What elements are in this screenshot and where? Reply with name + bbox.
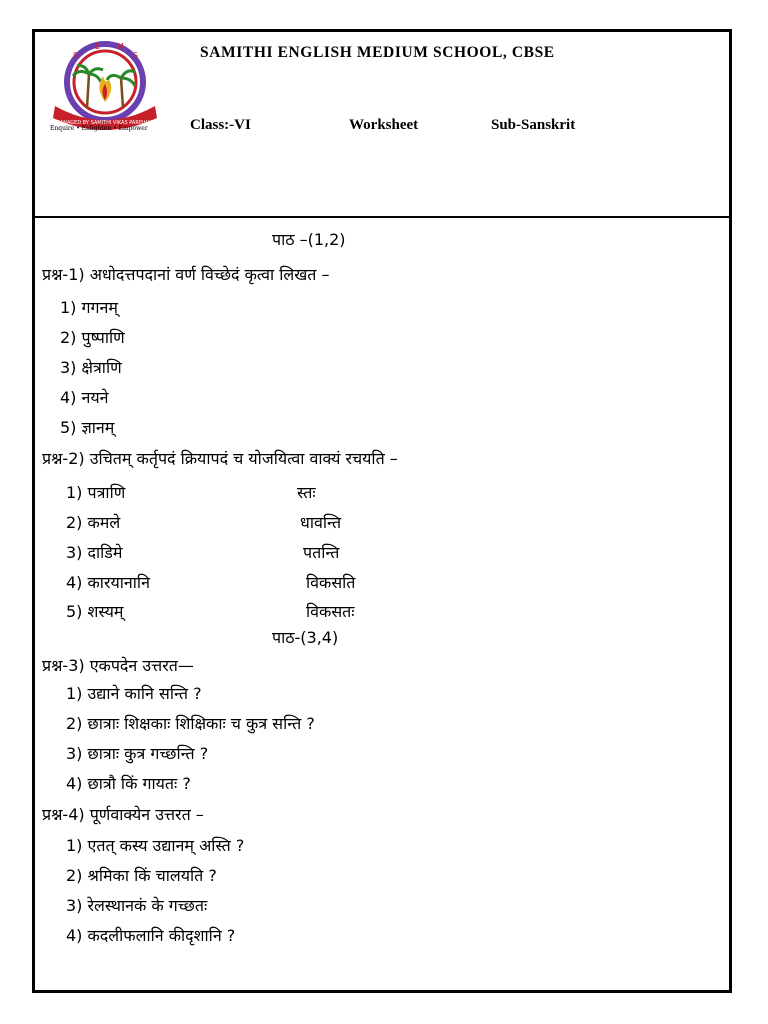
lesson-title-2: पाठ-(3,4) xyxy=(272,628,339,647)
match-left-item: 5) शस्यम् xyxy=(66,602,124,621)
subject-label: Sub-Sanskrit xyxy=(491,117,576,133)
logo-banner-text: MANAGED BY SAMITHI VIKAS PARISHAD xyxy=(55,120,155,126)
match-left-item: 4) कारयानानि xyxy=(66,573,150,592)
list-item: 2) पुष्पाणि xyxy=(60,328,125,347)
match-left-item: 3) दाडिमे xyxy=(66,543,123,562)
question-3-prompt: प्रश्न-3) एकपदेन उत्तरत— xyxy=(42,656,194,675)
class-label: Class:-VI xyxy=(190,117,251,133)
list-item: 4) छात्रौ किं गायतः ? xyxy=(66,774,191,793)
list-item: 3) छात्राः कुत्र गच्छन्ति ? xyxy=(66,744,209,763)
school-logo xyxy=(45,38,165,134)
question-1-prompt: प्रश्न-1) अधोदत्तपदानां वर्ण विच्छेदं कृत्वा लिखत – xyxy=(42,265,330,284)
logo-letter: E xyxy=(95,42,101,51)
match-right-item: विकसतः xyxy=(306,602,355,621)
match-left-item: 1) पत्राणि xyxy=(66,483,126,502)
list-item: 1) उद्याने कानि सन्ति ? xyxy=(66,684,202,703)
list-item: 1) एतत् कस्य उद्यानम् अस्ति ? xyxy=(66,836,245,855)
list-item: 5) ज्ञानम् xyxy=(60,418,115,437)
question-2-prompt: प्रश्न-2) उचितम् कर्तृपदं क्रियापदं च योजयित्वा वाक्यं रचयति – xyxy=(42,449,398,468)
list-item: 2) श्रमिका किं चालयति ? xyxy=(66,866,217,885)
school-name: SAMITHI ENGLISH MEDIUM SCHOOL, CBSE xyxy=(200,44,555,61)
logo-letter: S xyxy=(73,51,79,60)
match-right-item: धावन्ति xyxy=(300,513,342,532)
worksheet-label: Worksheet xyxy=(349,117,419,133)
match-right-item: पतन्ति xyxy=(303,543,340,562)
match-right-item: स्तः xyxy=(297,483,316,502)
list-item: 2) छात्राः शिक्षकाः शिक्षिकाः च कुत्र सन्ति ? xyxy=(66,714,315,733)
logo-letter: S xyxy=(133,51,139,60)
list-item: 3) क्षेत्राणि xyxy=(60,358,122,377)
list-item: 4) नयने xyxy=(60,388,109,407)
lesson-title-1: पाठ –(1,2) xyxy=(272,230,346,249)
list-item: 1) गगनम् xyxy=(60,298,118,317)
question-4-prompt: प्रश्न-4) पूर्णवाक्येन उत्तरत – xyxy=(42,805,204,824)
list-item: 3) रेलस्थानकं के गच्छतः xyxy=(66,896,208,915)
match-left-item: 2) कमले xyxy=(66,513,121,532)
list-item: 4) कदलीफलानि कीदृशानि ? xyxy=(66,926,236,945)
logo-tagline: Enquire • Enlighten • Empower xyxy=(50,125,148,132)
logo-letter: M xyxy=(117,42,124,51)
match-right-item: विकसति xyxy=(306,573,356,592)
